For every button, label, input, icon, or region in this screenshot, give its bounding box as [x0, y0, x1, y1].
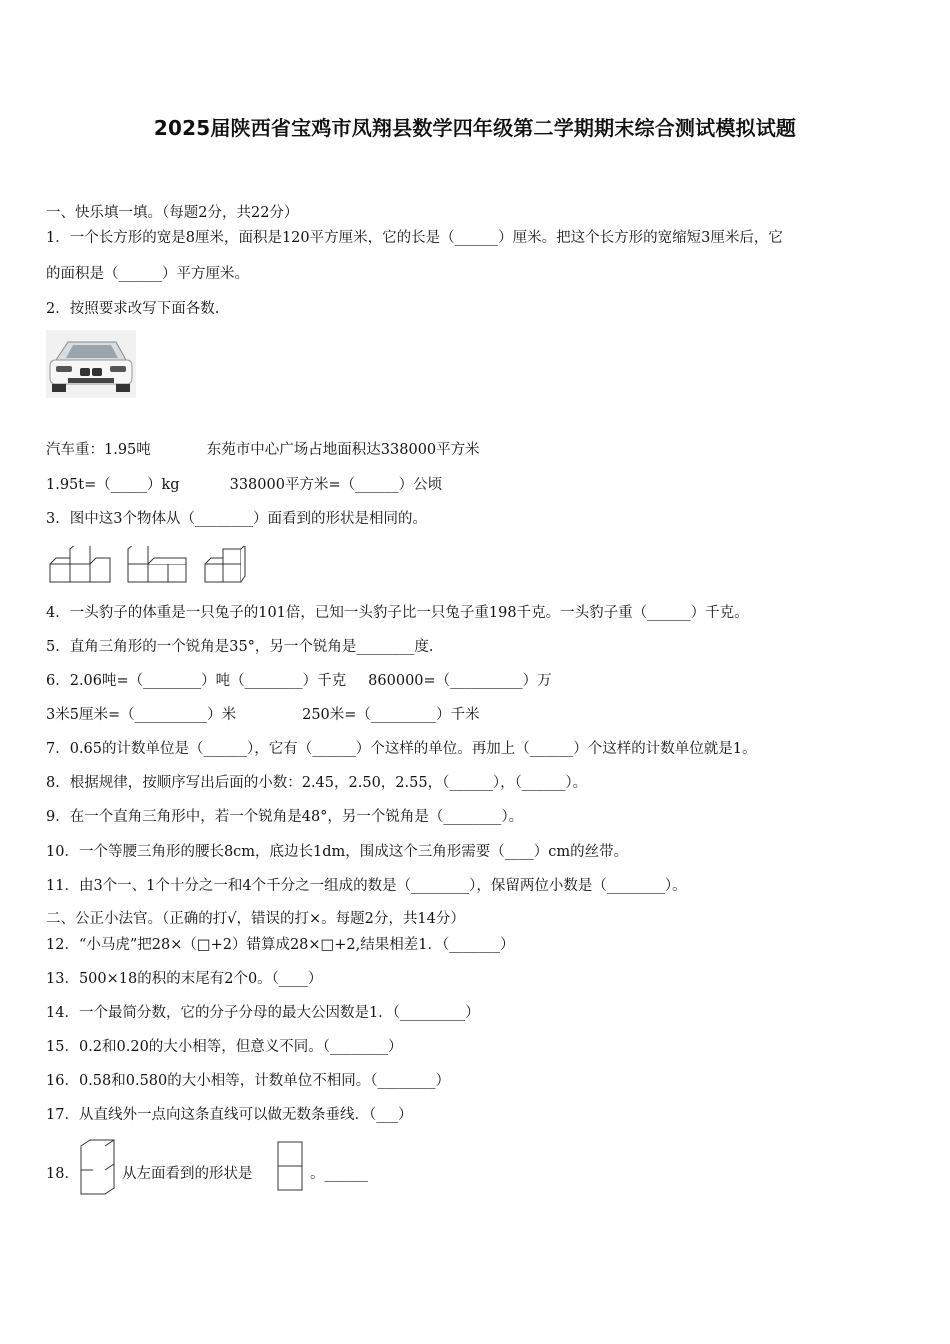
- question-1-line1: 1．一个长方形的宽是8厘米，面积是120平方厘米，它的长是（______）厘米。把这个长方形的宽缩短3厘米后，它: [46, 230, 783, 246]
- question-4: 4．一头豹子的体重是一只兔子的101倍，已知一头豹子比一只兔子重198千克。一头豹子重（______）千克。: [46, 605, 749, 621]
- conversion-hectare: 338000平方米=（______）公顷: [229, 477, 443, 493]
- question-18-number: 18．: [46, 1166, 79, 1182]
- question-2-facts: [46, 440, 480, 460]
- square-area-text: 东苑市中心广场占地面积达338000平方米: [206, 442, 480, 458]
- left-view-shape-image: [276, 1140, 306, 1194]
- question-16: 16．0.58和0.580的大小相等，计数单位不相同。（________）: [46, 1073, 450, 1089]
- question-6-row1: [46, 671, 552, 691]
- question-18-text: 从左面看到的形状是: [122, 1166, 253, 1182]
- question-7: 7．0.65的计数单位是（______），它有（______）个这样的单位。再加上（______）个这样的计数单位就是1。: [46, 741, 757, 757]
- question-10: 10．一个等腰三角形的腰长8cm，底边长1dm，围成这个三角形需要（____）cm的丝带。: [46, 844, 629, 860]
- question-11: 11．由3个一、1个十分之一和4个千分之一组成的数是（________），保留两位小数是（________）。: [46, 878, 687, 894]
- question-3: 3．图中这3个物体从（________）面看到的形状是相同的。: [46, 511, 427, 527]
- question-6-part-a: 6．2.06吨=（________）吨（________）千克: [46, 673, 347, 689]
- question-6-part-b: 860000=（__________）万: [368, 673, 552, 689]
- question-6-row2: [46, 705, 480, 725]
- question-6-part-d: 250米=（_________）千米: [302, 707, 480, 723]
- question-9: 9．在一个直角三角形中，若一个锐角是48°，另一个锐角是（________）。: [46, 809, 524, 825]
- question-14: 14．一个最简分数，它的分子分母的最大公因数是1．（_________）: [46, 1005, 480, 1021]
- question-8: 8．根据规律，按顺序写出后面的小数：2.45，2.50，2.55，（______），（______）。: [46, 775, 588, 791]
- car-image: [46, 330, 136, 398]
- page-title: 2025届陕西省宝鸡市凤翔县数学四年级第二学期期末综合测试模拟试题: [153, 116, 797, 140]
- question-6-part-c: 3米5厘米=（__________）米: [46, 707, 237, 723]
- conversion-kg: 1.95t=（_____）kg: [46, 477, 180, 493]
- question-12: 12．“小马虎”把28×（□+2）错算成28×□+2,结果相差1．（_______）: [46, 937, 515, 953]
- question-2-conversions: [46, 475, 442, 495]
- cube-figures-image: [48, 546, 248, 586]
- car-weight-text: 汽车重：1.95吨: [46, 442, 151, 458]
- question-13: 13．500×18的积的末尾有2个0。（____）: [46, 971, 323, 987]
- question-15: 15．0.2和0.20的大小相等，但意义不同。（________）: [46, 1039, 403, 1055]
- question-5: 5．直角三角形的一个锐角是35°，另一个锐角是________度.: [46, 639, 434, 655]
- question-1-line2: 的面积是（______）平方厘米。: [46, 266, 249, 282]
- stacked-cubes-image: [78, 1138, 120, 1198]
- question-2: 2．按照要求改写下面各数.: [46, 301, 220, 317]
- section1-heading: 一、快乐填一填。（每题2分，共22分）: [46, 205, 299, 221]
- section2-heading: 二、公正小法官。（正确的打√，错误的打×。每题2分，共14分）: [46, 911, 465, 927]
- question-18-tail: 。______: [310, 1166, 368, 1182]
- question-17: 17．从直线外一点向这条直线可以做无数条垂线．（___）: [46, 1107, 413, 1123]
